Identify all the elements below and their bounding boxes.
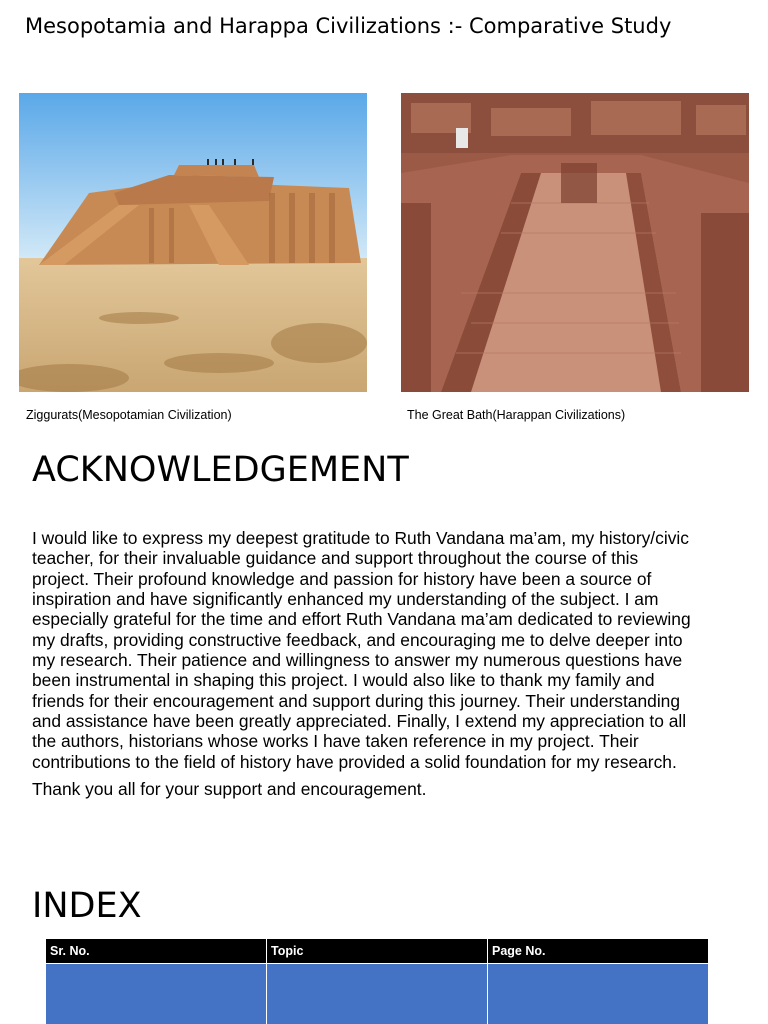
index-heading: INDEX xyxy=(32,886,142,926)
column-header-sr-no: Sr. No. xyxy=(46,939,267,964)
table-cell xyxy=(46,964,267,1024)
document-title: Mesopotamia and Harappa Civilizations :- Comparative Study xyxy=(25,14,672,38)
index-table xyxy=(45,938,709,1024)
acknowledgement-body xyxy=(32,528,692,806)
table-cell xyxy=(488,964,709,1024)
table-row xyxy=(46,964,709,1024)
great-bath-caption: The Great Bath(Harappan Civilizations) xyxy=(407,408,626,422)
column-header-topic: Topic xyxy=(267,939,488,964)
great-bath-photo xyxy=(401,93,749,392)
index-header-row xyxy=(46,939,709,964)
table-cell xyxy=(267,964,488,1024)
acknowledgement-closing: Thank you all for your support and encouragement. xyxy=(32,779,427,800)
ziggurat-caption: Ziggurats(Mesopotamian Civilization) xyxy=(26,408,232,422)
acknowledgement-heading: ACKNOWLEDGEMENT xyxy=(32,450,409,490)
ziggurat-photo xyxy=(19,93,367,392)
acknowledgement-paragraph: I would like to express my deepest gratitude to Ruth Vandana ma’am, my history/civic teacher, for their invaluable guidance and support throughout the course of this project. Their profound knowledge and passion for history have been a source of inspiration and have significantly enhanced my understanding of the subject. I am especially grateful for the time and effort Ruth Vandana ma’am dedicated to reviewing my drafts, providing constructive feedback, and encouraging me to delve deeper into my research. Their patience and willingness to answer my numerous questions have been instrumental in shaping this project. I would also like to thank my family and friends for their encouragement and support during this journey. Their understanding and assistance have been greatly appreciated. Finally, I extend my appreciation to all the authors, historians whose works I have taken reference in my project. Their contributions to the field of history have provided a solid foundation for my research. xyxy=(32,528,691,772)
column-header-page-no: Page No. xyxy=(488,939,709,964)
